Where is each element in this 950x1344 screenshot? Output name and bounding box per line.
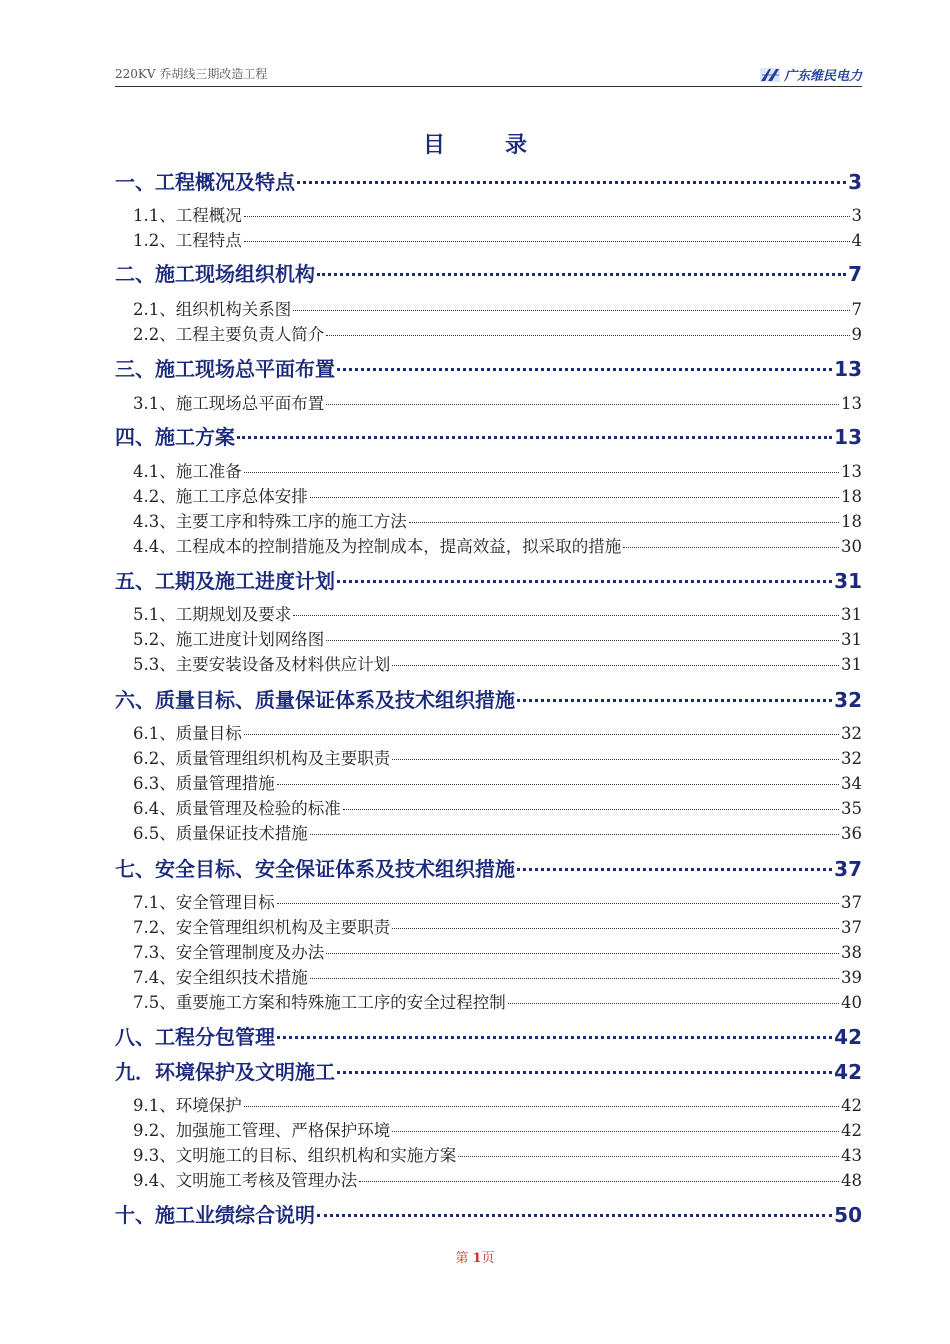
toc-section-entry[interactable] — [115, 914, 862, 936]
toc-entry-label: 4.2、施工工序总体安排 — [133, 487, 308, 505]
toc-entry-page: 13 — [841, 462, 862, 480]
toc-dot-leader — [310, 497, 839, 498]
toc-entry-page: 18 — [841, 512, 862, 530]
toc-dot-leader — [326, 953, 839, 954]
company-logo-icon — [759, 66, 781, 84]
toc-entry-label: 7.1、安全管理目标 — [133, 893, 275, 911]
toc-chapter-entry[interactable] — [115, 421, 862, 449]
toc-entry-page: 39 — [841, 968, 862, 986]
toc-entry-page: 42 — [834, 1025, 862, 1049]
toc-dot-leader — [244, 472, 839, 473]
toc-entry-label: 5.1、工期规划及要求 — [133, 605, 292, 623]
toc-dot-leader — [277, 1036, 832, 1039]
toc-chapter-entry[interactable] — [115, 1199, 862, 1227]
toc-entry-label: 4.4、工程成本的控制措施及为控制成本，提高效益，拟采取的措施 — [133, 537, 622, 555]
toc-section-entry[interactable] — [115, 626, 862, 648]
toc-entry-label: 十、施工业绩综合说明 — [115, 1203, 315, 1227]
toc-entry-page: 9 — [851, 325, 862, 343]
toc-dot-leader — [458, 1156, 839, 1157]
toc-dot-leader — [326, 404, 839, 405]
toc-dot-leader — [244, 734, 839, 735]
toc-entry-label: 六、质量目标、质量保证体系及技术组织措施 — [115, 688, 515, 712]
toc-entry-page: 4 — [851, 231, 862, 249]
toc-section-entry[interactable] — [115, 1092, 862, 1114]
toc-entry-label: 3.1、施工现场总平面布置 — [133, 394, 325, 412]
footer-suffix: 页 — [481, 1251, 495, 1266]
toc-dot-leader — [310, 834, 839, 835]
page-footer — [0, 1247, 950, 1266]
toc-dot-leader — [297, 181, 846, 184]
toc-entry-page: 3 — [848, 170, 862, 194]
toc-entry-page: 13 — [841, 394, 862, 412]
project-title: 220KV 乔胡线三期改造工程 — [115, 67, 268, 81]
toc-chapter-entry[interactable] — [115, 1056, 862, 1084]
footer-page-number: 1 — [472, 1251, 482, 1266]
toc-entry-label: 2.2、工程主要负责人简介 — [133, 325, 325, 343]
toc-chapter-entry[interactable] — [115, 853, 862, 881]
toc-entry-page: 37 — [834, 857, 862, 881]
toc-entry-page: 36 — [841, 824, 862, 842]
toc-entry-label: 4.3、主要工序和特殊工序的施工方法 — [133, 512, 407, 530]
toc-section-entry[interactable] — [115, 889, 862, 911]
toc-section-entry[interactable] — [115, 964, 862, 986]
toc-entry-page: 32 — [841, 749, 862, 767]
toc-entry-label: 6.2、质量管理组织机构及主要职责 — [133, 749, 391, 767]
toc-entry-page: 31 — [841, 605, 862, 623]
toc-section-entry[interactable] — [115, 321, 862, 343]
toc-entry-page: 13 — [834, 425, 862, 449]
toc-dot-leader — [392, 665, 839, 666]
toc-dot-leader — [337, 1071, 832, 1074]
toc-entry-label: 4.1、施工准备 — [133, 462, 242, 480]
toc-entry-page: 37 — [841, 893, 862, 911]
toc-section-entry[interactable] — [115, 795, 862, 817]
toc-dot-leader — [326, 335, 849, 336]
toc-section-entry[interactable] — [115, 989, 862, 1011]
toc-dot-leader — [359, 1181, 839, 1182]
toc-entry-label: 9.4、文明施工考核及管理办法 — [133, 1171, 358, 1189]
toc-entry-page: 3 — [851, 206, 862, 224]
toc-section-entry[interactable] — [115, 508, 862, 530]
toc-entry-page: 48 — [841, 1171, 862, 1189]
toc-entry-page: 31 — [841, 655, 862, 673]
toc-entry-label: 5.2、施工进度计划网络图 — [133, 630, 325, 648]
toc-dot-leader — [409, 522, 839, 523]
toc-entry-page: 42 — [834, 1060, 862, 1084]
toc-section-entry[interactable] — [115, 202, 862, 224]
toc-entry-page: 7 — [851, 300, 862, 318]
toc-dot-leader — [237, 436, 832, 439]
toc-entry-page: 30 — [841, 537, 862, 555]
toc-entry-page: 7 — [848, 262, 862, 286]
toc-dot-leader — [293, 310, 849, 311]
toc-dot-leader — [293, 615, 839, 616]
toc-entry-label: 9.3、文明施工的目标、组织机构和实施方案 — [133, 1146, 457, 1164]
toc-dot-leader — [317, 1214, 832, 1217]
toc-entry-label: 三、施工现场总平面布置 — [115, 357, 335, 381]
toc-dot-leader — [508, 1003, 839, 1004]
toc-dot-leader — [392, 928, 839, 929]
toc-chapter-entry[interactable] — [115, 166, 862, 194]
toc-dot-leader — [277, 784, 839, 785]
toc-entry-label: 6.3、质量管理措施 — [133, 774, 275, 792]
toc-dot-leader — [326, 640, 839, 641]
toc-entry-page: 32 — [841, 724, 862, 742]
toc-dot-leader — [623, 547, 839, 548]
toc-section-entry[interactable] — [115, 745, 862, 767]
toc-section-entry[interactable] — [115, 770, 862, 792]
toc-entry-page: 42 — [841, 1096, 862, 1114]
toc-section-entry[interactable] — [115, 1117, 862, 1139]
page-header — [115, 62, 862, 87]
toc-chapter-entry[interactable] — [115, 565, 862, 593]
toc-entry-page: 35 — [841, 799, 862, 817]
toc-dot-leader — [244, 216, 850, 217]
toc-chapter-entry[interactable] — [115, 684, 862, 712]
toc-section-entry[interactable] — [115, 720, 862, 742]
toc-entry-page: 31 — [841, 630, 862, 648]
toc-dot-leader — [392, 1131, 839, 1132]
toc-section-entry[interactable] — [115, 601, 862, 623]
toc-dot-leader — [244, 241, 850, 242]
toc-entry-label: 七、安全目标、安全保证体系及技术组织措施 — [115, 857, 515, 881]
toc-entry-page: 34 — [841, 774, 862, 792]
toc-entry-label: 9.1、环境保护 — [133, 1096, 242, 1114]
toc-dot-leader — [392, 759, 839, 760]
toc-dot-leader — [343, 809, 839, 810]
toc-dot-leader — [517, 868, 832, 871]
toc-entry-label: 八、工程分包管理 — [115, 1025, 275, 1049]
toc-entry-page: 50 — [834, 1203, 862, 1227]
toc-entry-label: 6.1、质量目标 — [133, 724, 242, 742]
toc-section-entry[interactable] — [115, 533, 862, 555]
toc-entry-label: 5.3、主要安装设备及材料供应计划 — [133, 655, 391, 673]
toc-section-entry[interactable] — [115, 1142, 862, 1164]
toc-section-entry[interactable] — [115, 227, 862, 249]
toc-entry-label: 五、工期及施工进度计划 — [115, 569, 335, 593]
toc-entry-label: 6.4、质量管理及检验的标准 — [133, 799, 341, 817]
toc-entry-page: 32 — [834, 688, 862, 712]
toc-section-entry[interactable] — [115, 390, 862, 412]
toc-entry-label: 7.3、安全管理制度及办法 — [133, 943, 325, 961]
toc-dot-leader — [337, 580, 832, 583]
toc-entry-page: 40 — [841, 993, 862, 1011]
toc-entry-label: 6.5、质量保证技术措施 — [133, 824, 308, 842]
toc-chapter-entry[interactable] — [115, 353, 862, 381]
toc-dot-leader — [310, 978, 839, 979]
toc-title: 目录 — [422, 133, 587, 158]
toc-dot-leader — [317, 273, 846, 276]
toc-dot-leader — [244, 1106, 839, 1107]
toc-entry-page: 38 — [841, 943, 862, 961]
toc-section-entry[interactable] — [115, 651, 862, 673]
toc-dot-leader — [337, 368, 832, 371]
toc-entry-page: 18 — [841, 487, 862, 505]
toc-section-entry[interactable] — [115, 483, 862, 505]
toc-entry-label: 1.2、工程特点 — [133, 231, 242, 249]
toc-dot-leader — [277, 903, 839, 904]
toc-chapter-entry[interactable] — [115, 258, 862, 286]
toc-entry-label: 九．环境保护及文明施工 — [115, 1060, 335, 1084]
toc-entry-page: 31 — [834, 569, 862, 593]
toc-entry-label: 7.4、安全组织技术措施 — [133, 968, 308, 986]
toc-chapter-entry[interactable] — [115, 1021, 862, 1049]
company-logo — [759, 65, 862, 84]
toc-entry-page: 43 — [841, 1146, 862, 1164]
toc-entry-label: 7.5、重要施工方案和特殊施工工序的安全过程控制 — [133, 993, 506, 1011]
toc-dot-leader — [517, 699, 832, 702]
toc-entry-label: 9.2、加强施工管理、严格保护环境 — [133, 1121, 391, 1139]
toc-section-entry[interactable] — [115, 820, 862, 842]
toc-section-entry[interactable] — [115, 296, 862, 318]
toc-entry-label: 一、工程概况及特点 — [115, 170, 295, 194]
toc-entry-label: 7.2、安全管理组织机构及主要职责 — [133, 918, 391, 936]
toc-entry-label: 1.1、工程概况 — [133, 206, 242, 224]
toc-section-entry[interactable] — [115, 1167, 862, 1189]
toc-entry-page: 42 — [841, 1121, 862, 1139]
toc-entry-label: 四、施工方案 — [115, 425, 235, 449]
toc-entry-page: 37 — [841, 918, 862, 936]
toc-section-entry[interactable] — [115, 939, 862, 961]
footer-prefix: 第 — [455, 1251, 469, 1266]
company-name: 广东维民电力 — [783, 69, 862, 84]
toc-section-entry[interactable] — [115, 458, 862, 480]
toc-entry-label: 2.1、组织机构关系图 — [133, 300, 292, 318]
toc-entry-page: 13 — [834, 357, 862, 381]
toc-entry-label: 二、施工现场组织机构 — [115, 262, 315, 286]
